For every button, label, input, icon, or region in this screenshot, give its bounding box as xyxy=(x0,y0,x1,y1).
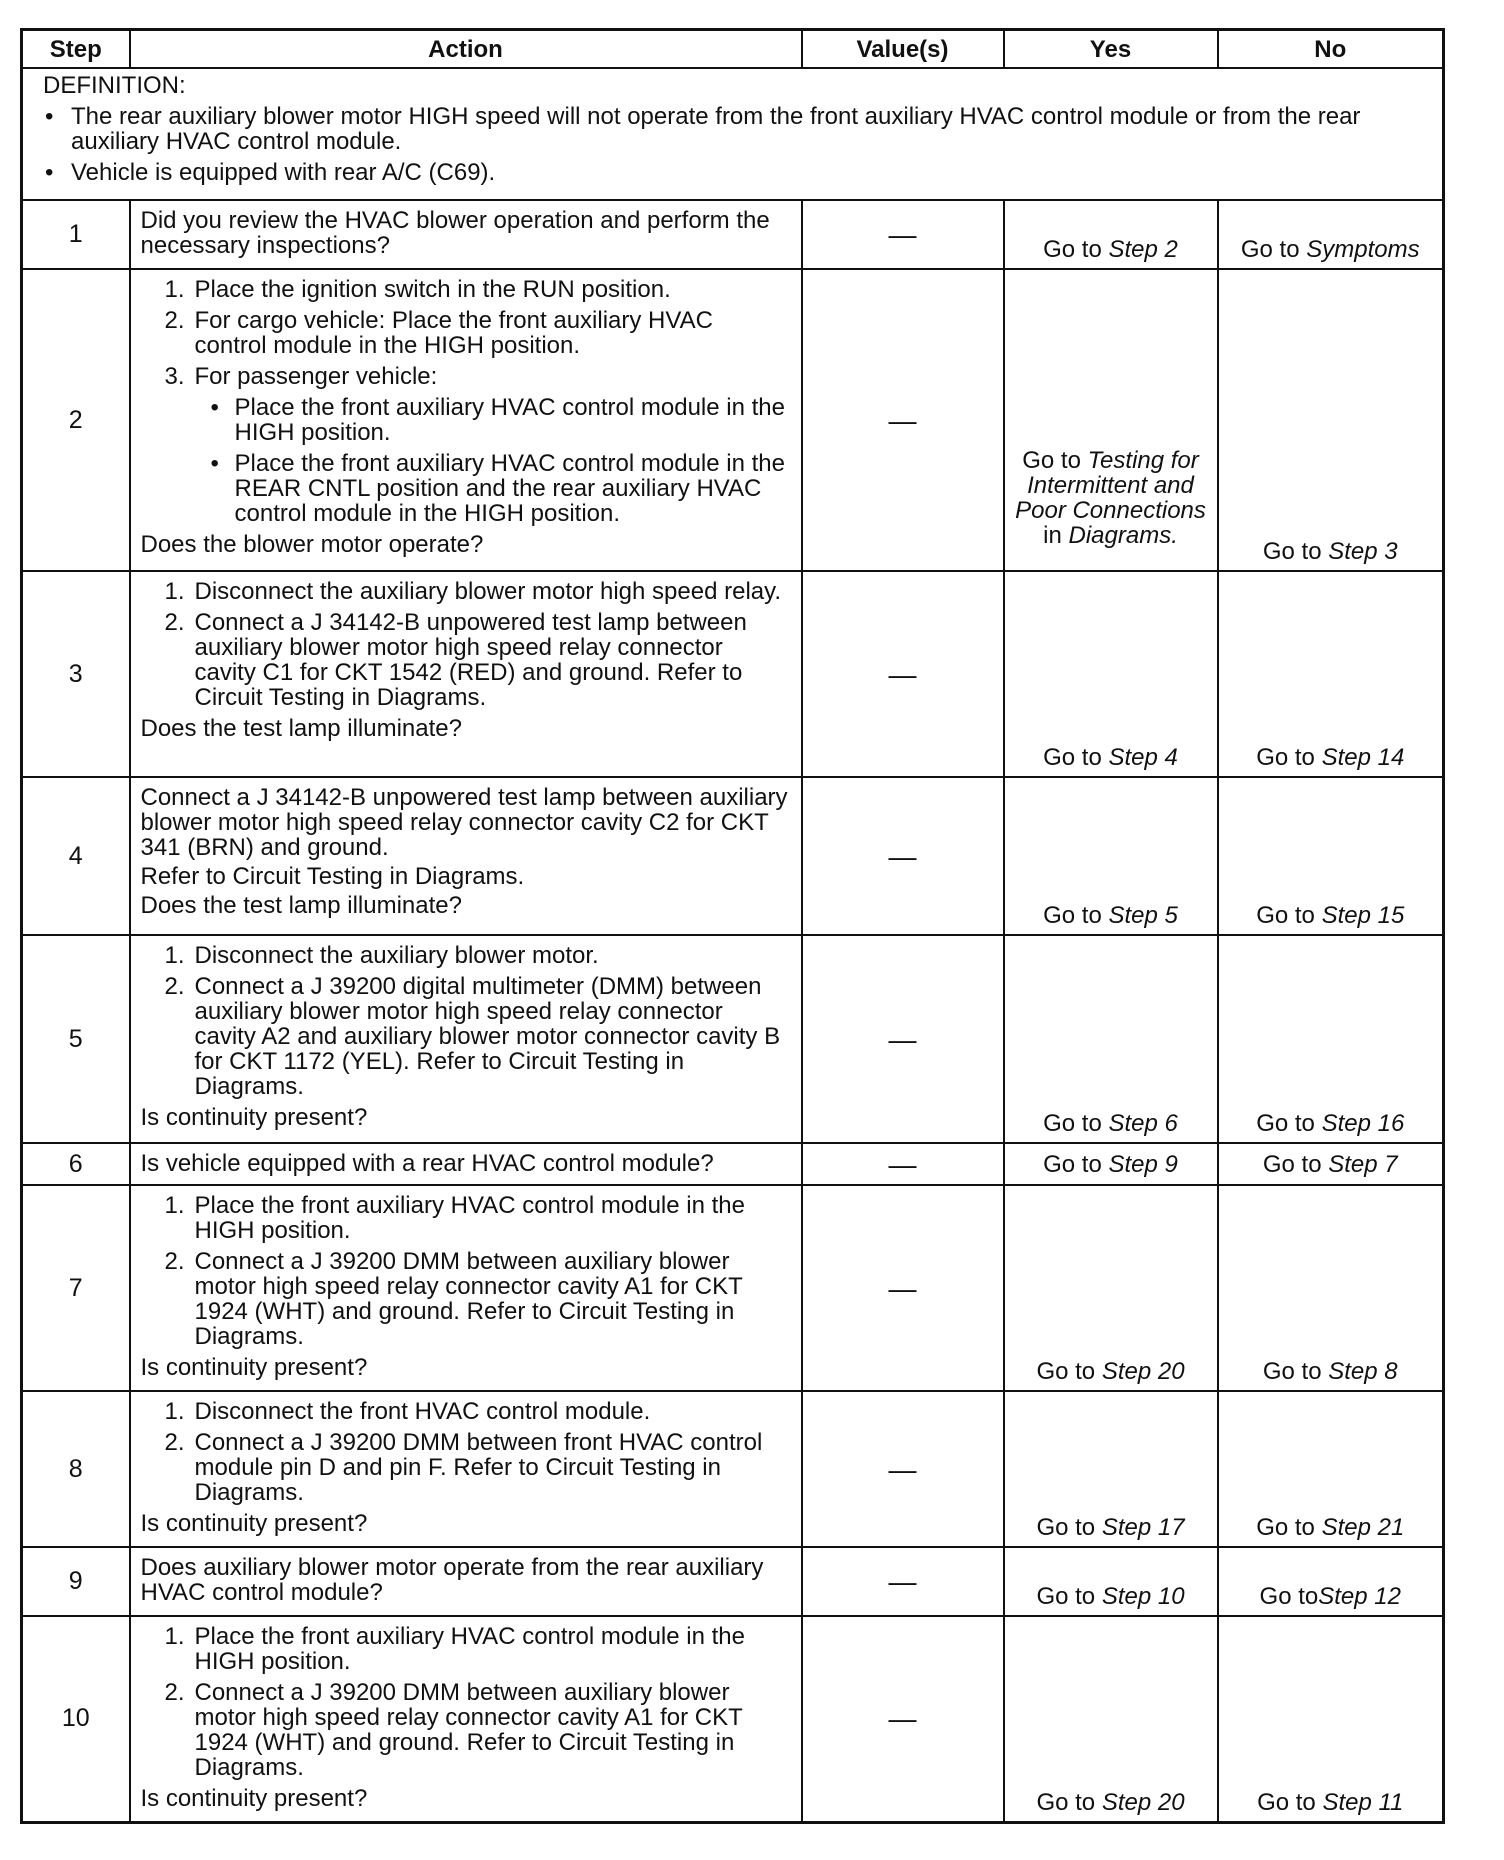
no-link[interactable]: Step 7 xyxy=(1328,1150,1398,1178)
action-cell xyxy=(130,1391,802,1547)
step-number: 10 xyxy=(22,1616,130,1822)
go-to-text: Go to xyxy=(1043,1150,1109,1178)
no-cell xyxy=(1218,200,1444,269)
step-number: 4 xyxy=(22,777,130,935)
no-cell xyxy=(1218,269,1444,571)
go-to-text: Go to xyxy=(1262,1358,1329,1385)
action-question: Is continuity present? xyxy=(140,1785,368,1812)
no-link[interactable]: Step 8 xyxy=(1328,1358,1398,1385)
value-cell: — xyxy=(802,777,1004,935)
action-text: Did you review the HVAC blower operation and perform the necessary inspections? xyxy=(140,207,770,259)
table-row xyxy=(22,777,1444,935)
action-question: Does the blower motor operate? xyxy=(140,531,484,558)
go-to-text: Go to xyxy=(1022,447,1088,474)
yes-cell xyxy=(1004,1616,1218,1822)
definition-row xyxy=(22,68,1444,200)
no-cell xyxy=(1218,1547,1444,1616)
no-link[interactable]: Symptoms xyxy=(1306,236,1420,263)
yes-link[interactable]: Step 9 xyxy=(1108,1150,1178,1178)
header-row xyxy=(22,30,1444,69)
value-cell: — xyxy=(802,1391,1004,1547)
action-text: Is vehicle equipped with a rear HVAC control module? xyxy=(140,1149,714,1177)
step-number: 1 xyxy=(22,200,130,269)
value-cell: — xyxy=(802,269,1004,571)
go-to-text: Go to xyxy=(1043,236,1109,263)
yes-cell xyxy=(1004,571,1218,777)
diagrams-ref[interactable]: Diagrams. xyxy=(1068,522,1178,549)
action-cell xyxy=(130,777,802,935)
diagnostic-table xyxy=(20,28,1445,1824)
no-cell xyxy=(1218,935,1444,1143)
no-cell xyxy=(1218,1143,1444,1185)
go-to-text: Go to xyxy=(1257,1788,1323,1816)
no-link[interactable]: Step 16 xyxy=(1321,1110,1405,1137)
no-cell xyxy=(1218,1391,1444,1547)
yes-link[interactable]: Step 4 xyxy=(1108,744,1178,771)
step-number: 2 xyxy=(22,269,130,571)
action-item: 2. Connect a J 39200 DMM between auxiliary blower motor high speed relay connector cavity A1 for CKT 1924 (WHT) and ground. Refer to Circuit Testing in Diagrams. xyxy=(164,1679,743,1781)
action-item: 1. Place the front auxiliary HVAC control module in the HIGH position. xyxy=(164,1192,745,1244)
no-cell xyxy=(1218,1185,1444,1391)
step-number: 8 xyxy=(22,1391,130,1547)
action-item: 1. Disconnect the auxiliary blower motor high speed relay. xyxy=(164,578,782,605)
no-cell xyxy=(1218,571,1444,777)
action-subitem: • Place the front auxiliary HVAC control module in the HIGH position. xyxy=(141,395,791,445)
action-question: Is continuity present? xyxy=(140,1354,368,1381)
table-row xyxy=(22,200,1444,269)
yes-cell xyxy=(1004,1547,1218,1616)
yes-link[interactable]: Step 6 xyxy=(1108,1110,1178,1137)
table-row xyxy=(22,935,1444,1143)
yes-link[interactable]: Testing for Intermittent and Poor Connections xyxy=(1015,447,1206,524)
action-cell xyxy=(130,1616,802,1822)
value-cell: — xyxy=(802,200,1004,269)
yes-cell xyxy=(1004,1391,1218,1547)
table-row xyxy=(22,1185,1444,1391)
definition-title: DEFINITION: xyxy=(43,72,186,99)
go-to-text: Go to xyxy=(1043,744,1109,771)
yes-cell xyxy=(1004,777,1218,935)
step-number: 5 xyxy=(22,935,130,1143)
go-to-text: Go to xyxy=(1036,1514,1102,1541)
go-to-text: Go to xyxy=(1036,1788,1102,1816)
definition-bullet: • Vehicle is equipped with rear A/C (C69). xyxy=(43,160,1426,185)
action-item: 2. For cargo vehicle: Place the front auxiliary HVAC control module in the HIGH position. xyxy=(164,307,713,359)
go-to-text: Go to xyxy=(1043,902,1109,929)
step-number: 6 xyxy=(22,1143,130,1185)
action-subitem: • Place the front auxiliary HVAC control module in the REAR CNTL position and the rear auxiliary HVAC control module in the HIGH position. xyxy=(141,451,791,526)
value-cell: — xyxy=(802,1547,1004,1616)
no-link[interactable]: Step 14 xyxy=(1321,744,1405,771)
header-no: No xyxy=(1218,30,1444,69)
action-cell xyxy=(130,1185,802,1391)
action-item: 1. Disconnect the front HVAC control module. xyxy=(164,1398,651,1425)
action-item: 1. Place the ignition switch in the RUN position. xyxy=(164,276,671,303)
action-refer: Refer to Circuit Testing in Diagrams. xyxy=(140,863,525,890)
action-item: 2. Connect a J 39200 DMM between auxiliary blower motor high speed relay connector cavity A1 for CKT 1924 (WHT) and ground. Refer to Circuit Testing in Diagrams. xyxy=(164,1248,743,1350)
yes-cell xyxy=(1004,269,1218,571)
header-yes: Yes xyxy=(1004,30,1218,69)
action-cell xyxy=(130,269,802,571)
no-link[interactable]: Step 12 xyxy=(1318,1583,1401,1610)
action-cell xyxy=(130,200,802,269)
yes-link[interactable]: Step 20 xyxy=(1101,1358,1185,1385)
no-link[interactable]: Step 21 xyxy=(1321,1514,1405,1541)
go-to-text: Go to xyxy=(1262,538,1329,565)
action-text: Connect a J 34142-B unpowered test lamp between auxiliary blower motor high speed relay connector cavity C2 for CKT 341 (BRN) and ground. xyxy=(140,784,788,861)
yes-cell xyxy=(1004,1143,1218,1185)
action-question: Is continuity present? xyxy=(140,1510,368,1537)
value-cell: — xyxy=(802,935,1004,1143)
value-cell: — xyxy=(802,1616,1004,1822)
yes-link[interactable]: Step 20 xyxy=(1101,1788,1185,1816)
yes-cell xyxy=(1004,200,1218,269)
no-cell xyxy=(1218,1616,1444,1822)
table-row xyxy=(22,1547,1444,1616)
action-item: 2. Connect a J 39200 DMM between front HVAC control module pin D and pin F. Refer to Circuit Testing in Diagrams. xyxy=(164,1429,763,1506)
action-item: 1. Disconnect the auxiliary blower motor. xyxy=(164,942,599,969)
table-row xyxy=(22,1143,1444,1185)
table-row xyxy=(22,571,1444,777)
go-to-text: Go to xyxy=(1256,744,1322,771)
yes-link[interactable]: Step 5 xyxy=(1108,902,1178,929)
go-to-text: Go to xyxy=(1262,1150,1329,1178)
go-to-text: Go to xyxy=(1043,1110,1109,1137)
header-step: Step xyxy=(22,30,130,69)
action-cell xyxy=(130,1547,802,1616)
definition-cell xyxy=(22,68,1444,200)
go-to-text: Go to xyxy=(1256,1514,1322,1541)
no-link[interactable]: Step 15 xyxy=(1321,902,1405,929)
go-to-text: Go to xyxy=(1259,1583,1319,1610)
yes-cell xyxy=(1004,935,1218,1143)
action-cell xyxy=(130,1143,802,1185)
action-question: Is continuity present? xyxy=(140,1104,368,1131)
go-to-text: Go to xyxy=(1240,236,1307,263)
value-cell: — xyxy=(802,1143,1004,1185)
yes-cell xyxy=(1004,1185,1218,1391)
go-to-text: Go to xyxy=(1256,902,1322,929)
action-item: 2. Connect a J 34142-B unpowered test lamp between auxiliary blower motor high speed relay connector cavity C1 for CKT 1542 (RED) and ground. Refer to Circuit Testing in Diagrams. xyxy=(164,609,747,711)
table-row xyxy=(22,1391,1444,1547)
value-cell: — xyxy=(802,571,1004,777)
in-text: in xyxy=(1043,522,1062,549)
yes-link[interactable]: Step 2 xyxy=(1108,236,1178,263)
table-row xyxy=(22,269,1444,571)
header-action: Action xyxy=(130,30,802,69)
value-cell: — xyxy=(802,1185,1004,1391)
go-to-text: Go to xyxy=(1036,1358,1102,1385)
go-to-text: Go to xyxy=(1256,1110,1322,1137)
yes-link[interactable]: Step 10 xyxy=(1101,1583,1185,1610)
troubleshooting-sheet xyxy=(20,28,1445,1824)
action-item: 2. Connect a J 39200 digital multimeter (DMM) between auxiliary blower motor high speed relay connector cavity A2 and auxiliary blower motor connector cavity B for CKT 1172 (YEL). Refer to Circuit Testing in Diagrams. xyxy=(164,973,781,1100)
yes-link[interactable]: Step 17 xyxy=(1101,1514,1185,1541)
action-question: Does the test lamp illuminate? xyxy=(140,715,462,742)
action-item: 1. Place the front auxiliary HVAC control module in the HIGH position. xyxy=(164,1623,745,1675)
go-to-text: Go to xyxy=(1036,1583,1102,1610)
table-row xyxy=(22,1616,1444,1822)
header-values: Value(s) xyxy=(802,30,1004,69)
action-cell xyxy=(130,935,802,1143)
action-cell xyxy=(130,571,802,777)
definition-bullet: • The rear auxiliary blower motor HIGH speed will not operate from the front auxiliary HVAC control module or from the rear auxiliary HVAC control module. xyxy=(43,104,1426,154)
action-text: Does auxiliary blower motor operate from the rear auxiliary HVAC control module? xyxy=(140,1554,764,1606)
no-link[interactable]: Step 3 xyxy=(1328,538,1398,565)
step-number: 7 xyxy=(22,1185,130,1391)
action-question: Does the test lamp illuminate? xyxy=(140,892,462,919)
no-cell xyxy=(1218,777,1444,935)
step-number: 9 xyxy=(22,1547,130,1616)
no-link[interactable]: Step 11 xyxy=(1322,1788,1404,1816)
step-number: 3 xyxy=(22,571,130,777)
action-item: 3. For passenger vehicle: xyxy=(164,363,438,390)
